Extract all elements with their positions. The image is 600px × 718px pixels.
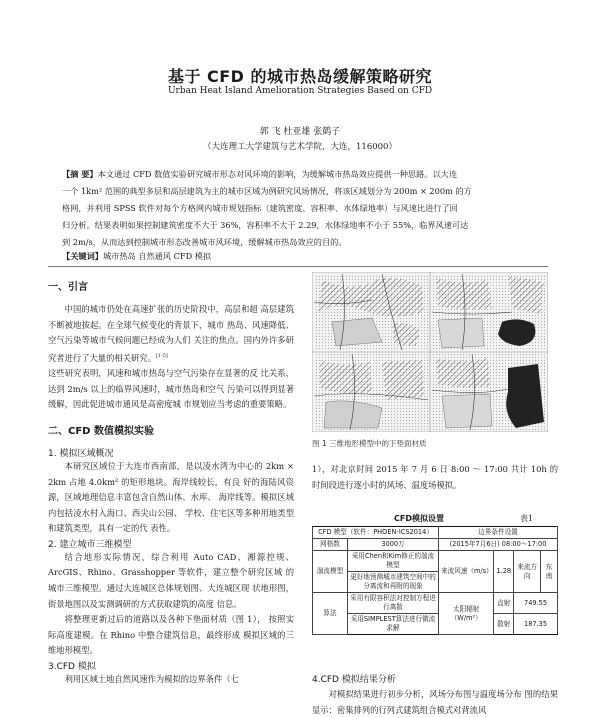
table-number: 表1 [520,514,534,523]
abstract-line: 到 2m/s，从而达到控制城市形态改善城市风环境，缓解城市热岛效应的目的。 [62,237,347,247]
site-paragraph [48,459,294,537]
abstract-line: 格网，并利用 SPSS 软件对每个方格网内城市规划指标（建筑密度、容积率、水体绿地率）与风速比进行了回 [62,203,458,213]
figure-panel [432,274,546,350]
divider [48,266,548,267]
intro-paragraph [48,302,294,366]
text-line: 热岛、风速降低、空气污染等城市气候问题已经成为人们 [48,319,294,346]
text-line: 结合地形实际情况，综合利用 Auto CAD、湘源控规、 [64,551,294,562]
abstract-line: 归分析。结果表明如果控制建筑密度不大于 36%，容积率不大于 2.29，水体绿地率不小于 55%，临界风速可达 [62,220,469,230]
paper-title: 基于 CFD 的城市热岛缓解策略研究 [167,67,433,86]
table-cell: 来流风速（m/s） [439,551,494,593]
text-line: 1），对北京时间 2015 年 7 月 6 日 8:00 ～ 17:00 共计 10h [312,464,547,474]
table-cell: 采用Chen和Kim修正的湍流模型 [348,551,439,572]
abstract-line: 一个 1km² 范围的典型多层和高层建筑为主的城市区域为例研究风场情况，将该区域划分为 200m × 200m 的方 [62,186,472,196]
table-cell: 边界条件设置 [439,527,558,539]
text-line: 好的海陆风资源，区域地理信息丰富包含自然山体、水库、 [48,476,294,503]
table-cell: 采用SIMPLEST算法进行微流求解 [348,614,439,635]
figure-panel [432,354,546,430]
table-cell: 太阳辐射（W/m²） [439,593,494,635]
table-row [313,527,558,539]
table-cell: 来流方向 [514,551,541,593]
text-line: 关注的焦点。国内外许多研究者进行了大量的相关研究。 [48,335,294,363]
paper-subtitle: Urban Heat Island Amelioration Strategies Based on CFD [167,86,433,96]
table-row [313,539,558,551]
figure-panel [314,274,428,350]
model-paragraph [48,550,294,612]
keywords [62,251,211,262]
text-line: 将整理更新过后的道路以及各种下垫面材质（图 1）， [64,614,266,625]
table-cell: 187.35 [514,614,558,635]
table-title: CFD模拟设置 [394,514,444,523]
table-cell: 算法 [313,593,348,635]
text-line: 按照实际高度建模。在 Rhino 中整合建筑信息，最终形成 [48,614,294,640]
subsection-heading: 2. 建立城市三维模型 [48,539,132,550]
subsection-heading: 4.CFD 模拟结果分析 [312,675,396,685]
cfd-settings-table [312,526,558,635]
text-line: ArcGIS、Rhino、Grasshopper 等软件，建立整个研究区域 [48,567,283,578]
text-line: 海岸线等。模拟区域内包括凌水村入海口、西尖山公园、 [48,492,294,518]
table-cell: (2015年7月6日) 08:00～17:00 [439,539,558,551]
keywords-text: 城市热岛 自然通风 CFD 模拟 [102,251,212,261]
cfd-paragraph: 利用区域土地自然风速作为模拟的边界条件（七 [64,674,239,685]
text-line: 污染可以得到显著缓解，因此促进城市通风是高密度城 [48,383,294,410]
text-line: 高层建筑不断被地拔起。在全球气候变化的背景下，城市 [48,304,294,330]
text-line: 学校、住宅区等多种用地类型和建筑类型，具有一定的代 [48,507,294,534]
section-heading-cfd: 二、CFD 数值模拟实验 [48,425,154,437]
table-row [313,551,558,572]
table-cell: 采用有限容积法对控制方程进行离散 [348,593,439,614]
text-line: 的时间段进行逐小时的风场、温度场模拟。 [312,464,558,490]
left-column [48,278,294,688]
text-line: 状地形图，街景地图以及实测调研的方式获取建筑的高度 [48,583,294,609]
figure-caption: 图 1 三维地形模型中的下垫面材质 [312,439,427,448]
results-section [312,672,558,718]
text-line: 对模拟结果进行初步分析，风场分布图与温度场分布 [328,689,522,699]
keywords-label: 【关键词】 [62,251,103,261]
table-cell: 湍流模型 [313,551,348,593]
model-paragraph-2 [48,612,294,659]
text-line: 信息。 [216,598,242,609]
table-cell: 直射 [494,593,514,614]
text-line: 中国的城市仍处在高速扩张的历史阶段中，高层和超 [64,304,258,314]
right-column-text [312,462,558,493]
abstract-line: 本文通过 CFD 数值实验研究城市形态对风环境的影响，为缓解城市热岛效应提供一种思路。以大连 [97,169,458,179]
authors: 郭 飞 杜亚雄 张鹤子 [259,127,341,137]
terrain-model-figure [312,272,548,432]
results-paragraph [312,687,558,718]
section-heading-intro: 一、引言 [48,282,88,293]
text-line: 比关系，达到 2m/s 以上的临界风速时，城市热岛和空气 [48,368,294,394]
table-cell: 1.28 [494,551,514,593]
text-line: 这些研究表明，风速和城市热岛与空气污染存在显著的反 [48,368,258,379]
abstract-label: 【摘 要】 [62,169,98,179]
text-line: 模拟区域的三维地形模型。 [48,629,294,656]
abstract [62,166,548,251]
affiliation: （大连理工大学建筑与艺术学院，大连，116000） [203,142,397,152]
table-cell: 749.55 [514,593,558,614]
text-line: 的城市三维模型。通过大连城区总体规划图、大连城区现 [48,567,294,594]
table-row [313,614,558,635]
text-line: 本研究区域位于大连市西南部，是以凌水湾为中心的 [64,460,263,471]
table-row [313,593,558,614]
figure-panel [314,354,428,430]
simulation-period-paragraph [312,462,558,493]
text-line: 图的结果显示：密集排列的行列式建筑组合模式对背流风 [312,689,558,715]
text-line: 表性。 [150,523,176,534]
citation: [1-5] [155,352,168,359]
table-cell: 东南 [541,551,558,593]
subsection-heading: 1. 模拟区域概况 [48,448,114,459]
subsection-heading: 3.CFD 模拟 [48,662,96,673]
text-line: 2km × 2km 占地 4.0km² 的矩形地块。海岸线较长，有良 [48,460,294,487]
table-cell: 3000万 [348,539,439,551]
table-cell: 更好地预测城市建筑空间中的分离流和再附的现象 [348,572,439,593]
intro-paragraph-cont [48,366,294,413]
text-line: 市规划应当考虑的重要策略。 [183,399,292,410]
table-cell: 网格数 [313,539,348,551]
table-cell: 散射 [494,614,514,635]
table-cell: CFD 模型（软件：PHOEN-ICS2014） [313,527,439,539]
